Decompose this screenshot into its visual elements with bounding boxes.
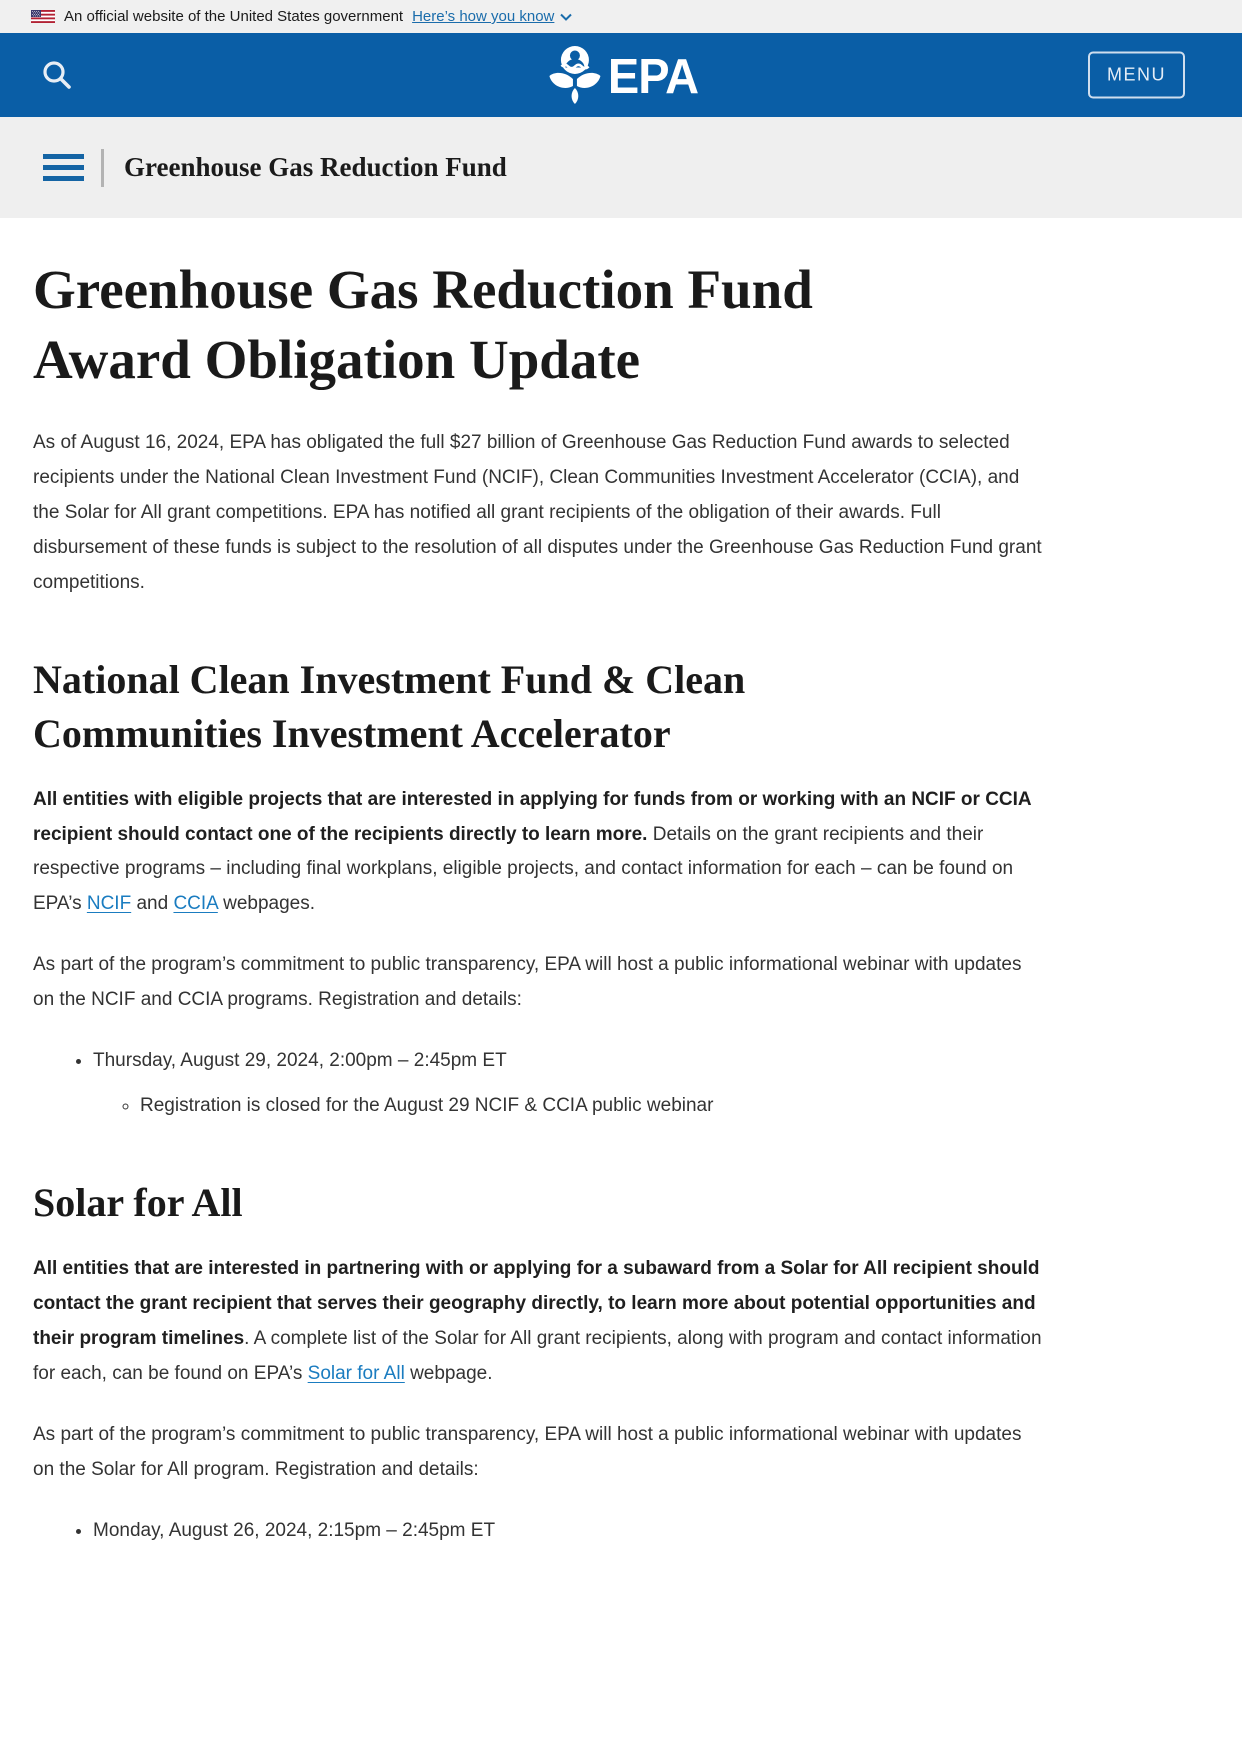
ncif-link[interactable]: NCIF bbox=[86, 893, 132, 915]
ncif-ccia-lead-paragraph: All entities with eligible projects that are interested in applying for funds from or working with an NCIF or CCIA recipient should contact one of the recipients directly to learn more. Details on the grant recipients and their respective programs – including final workplans, eligible projects, and contact information for each – can be found on EPA’s NCIF and CCIA webpages. bbox=[33, 788, 1031, 915]
intro-paragraph: As of August 16, 2024, EPA has obligated the full $27 billion of Greenhouse Gas Reduction Fund awards to selected recipients under the National Clean Investment Fund (NCIF), Clean Communities Investment Accelerator (CCIA), and the Solar for All grant competitions. EPA has notified all grant recipients of the obligation of their awards. Full disbursement of these funds is subject to the resolution of all disputes under the Greenhouse Gas Reduction Fund grant competitions. bbox=[33, 431, 1042, 593]
heres-how-you-know-link[interactable]: Here’s how you know bbox=[412, 8, 572, 25]
solar-bold-lead: All entities that are interested in partnering with or applying for a subaward from a Solar for All recipient should contact the grant recipient that serves their geography directly, to learn more about potential opportunities and their program timelines bbox=[33, 1258, 1040, 1350]
epa-flower-icon bbox=[544, 45, 606, 105]
solar-lead-paragraph: All entities that are interested in partnering with or applying for a subaward from a Solar for All recipient should contact the grant recipient that serves their geography directly, to learn more about potential opportunities and their program timelines. A complete list of the Solar for All grant recipients, along with program and contact information for each, can be found on EPA’s Solar for All webpage. bbox=[33, 1258, 1042, 1385]
solar-for-all-heading: Solar for All bbox=[33, 1180, 243, 1226]
page-title: Greenhouse Gas Reduction Fund Award Obligation Update bbox=[33, 259, 813, 391]
list-item: • Thursday, August 29, 2024, 2:00pm – 2:45pm ET ◦ Registration is closed for the August 29 NCIF & CCIA public webinar bbox=[93, 1044, 1042, 1124]
solar-webinar-paragraph: As part of the program’s commitment to public transparency, EPA will host a public informational webinar with updates on the Solar for All program. Registration and details: bbox=[33, 1423, 1022, 1480]
program-subheader bbox=[0, 117, 1242, 218]
gov-banner bbox=[0, 0, 1242, 33]
ncif-ccia-webinar-paragraph: As part of the program’s commitment to public transparency, EPA will host a public informational webinar with updates on the NCIF and CCIA programs. Registration and details: bbox=[33, 954, 1022, 1011]
ncif-ccia-webinar-list bbox=[33, 1044, 1042, 1124]
vertical-divider bbox=[101, 149, 104, 187]
epa-logotype: EPA bbox=[607, 47, 699, 103]
gov-banner-text: An official website of the United States government bbox=[64, 8, 404, 25]
ncif-ccia-heading: National Clean Investment Fund & Clean Communities Investment Accelerator bbox=[33, 656, 746, 756]
ncif-ccia-bold-lead: All entities with eligible projects that are interested in applying for funds from or working with an NCIF or CCIA recipient should contact one of the recipients directly to learn more. bbox=[33, 788, 1031, 845]
program-title: Greenhouse Gas Reduction Fund bbox=[124, 152, 507, 182]
chevron-down-icon bbox=[560, 13, 572, 21]
main-content bbox=[0, 218, 1075, 1549]
menu-button[interactable]: MENU bbox=[1088, 52, 1185, 99]
solar-webinar-list bbox=[33, 1514, 1042, 1549]
solar-for-all-link[interactable]: Solar for All bbox=[307, 1363, 405, 1385]
search-icon[interactable] bbox=[40, 58, 74, 92]
list-item: ◦ Registration is closed for the August 29 NCIF & CCIA public webinar bbox=[140, 1089, 1042, 1124]
hamburger-menu-icon[interactable] bbox=[43, 151, 84, 184]
site-header bbox=[0, 33, 1242, 117]
us-flag-icon bbox=[31, 10, 55, 23]
epa-logo[interactable] bbox=[544, 45, 698, 105]
list-item: • Monday, August 26, 2024, 2:15pm – 2:45pm ET bbox=[93, 1514, 1042, 1549]
ccia-link[interactable]: CCIA bbox=[173, 893, 218, 915]
